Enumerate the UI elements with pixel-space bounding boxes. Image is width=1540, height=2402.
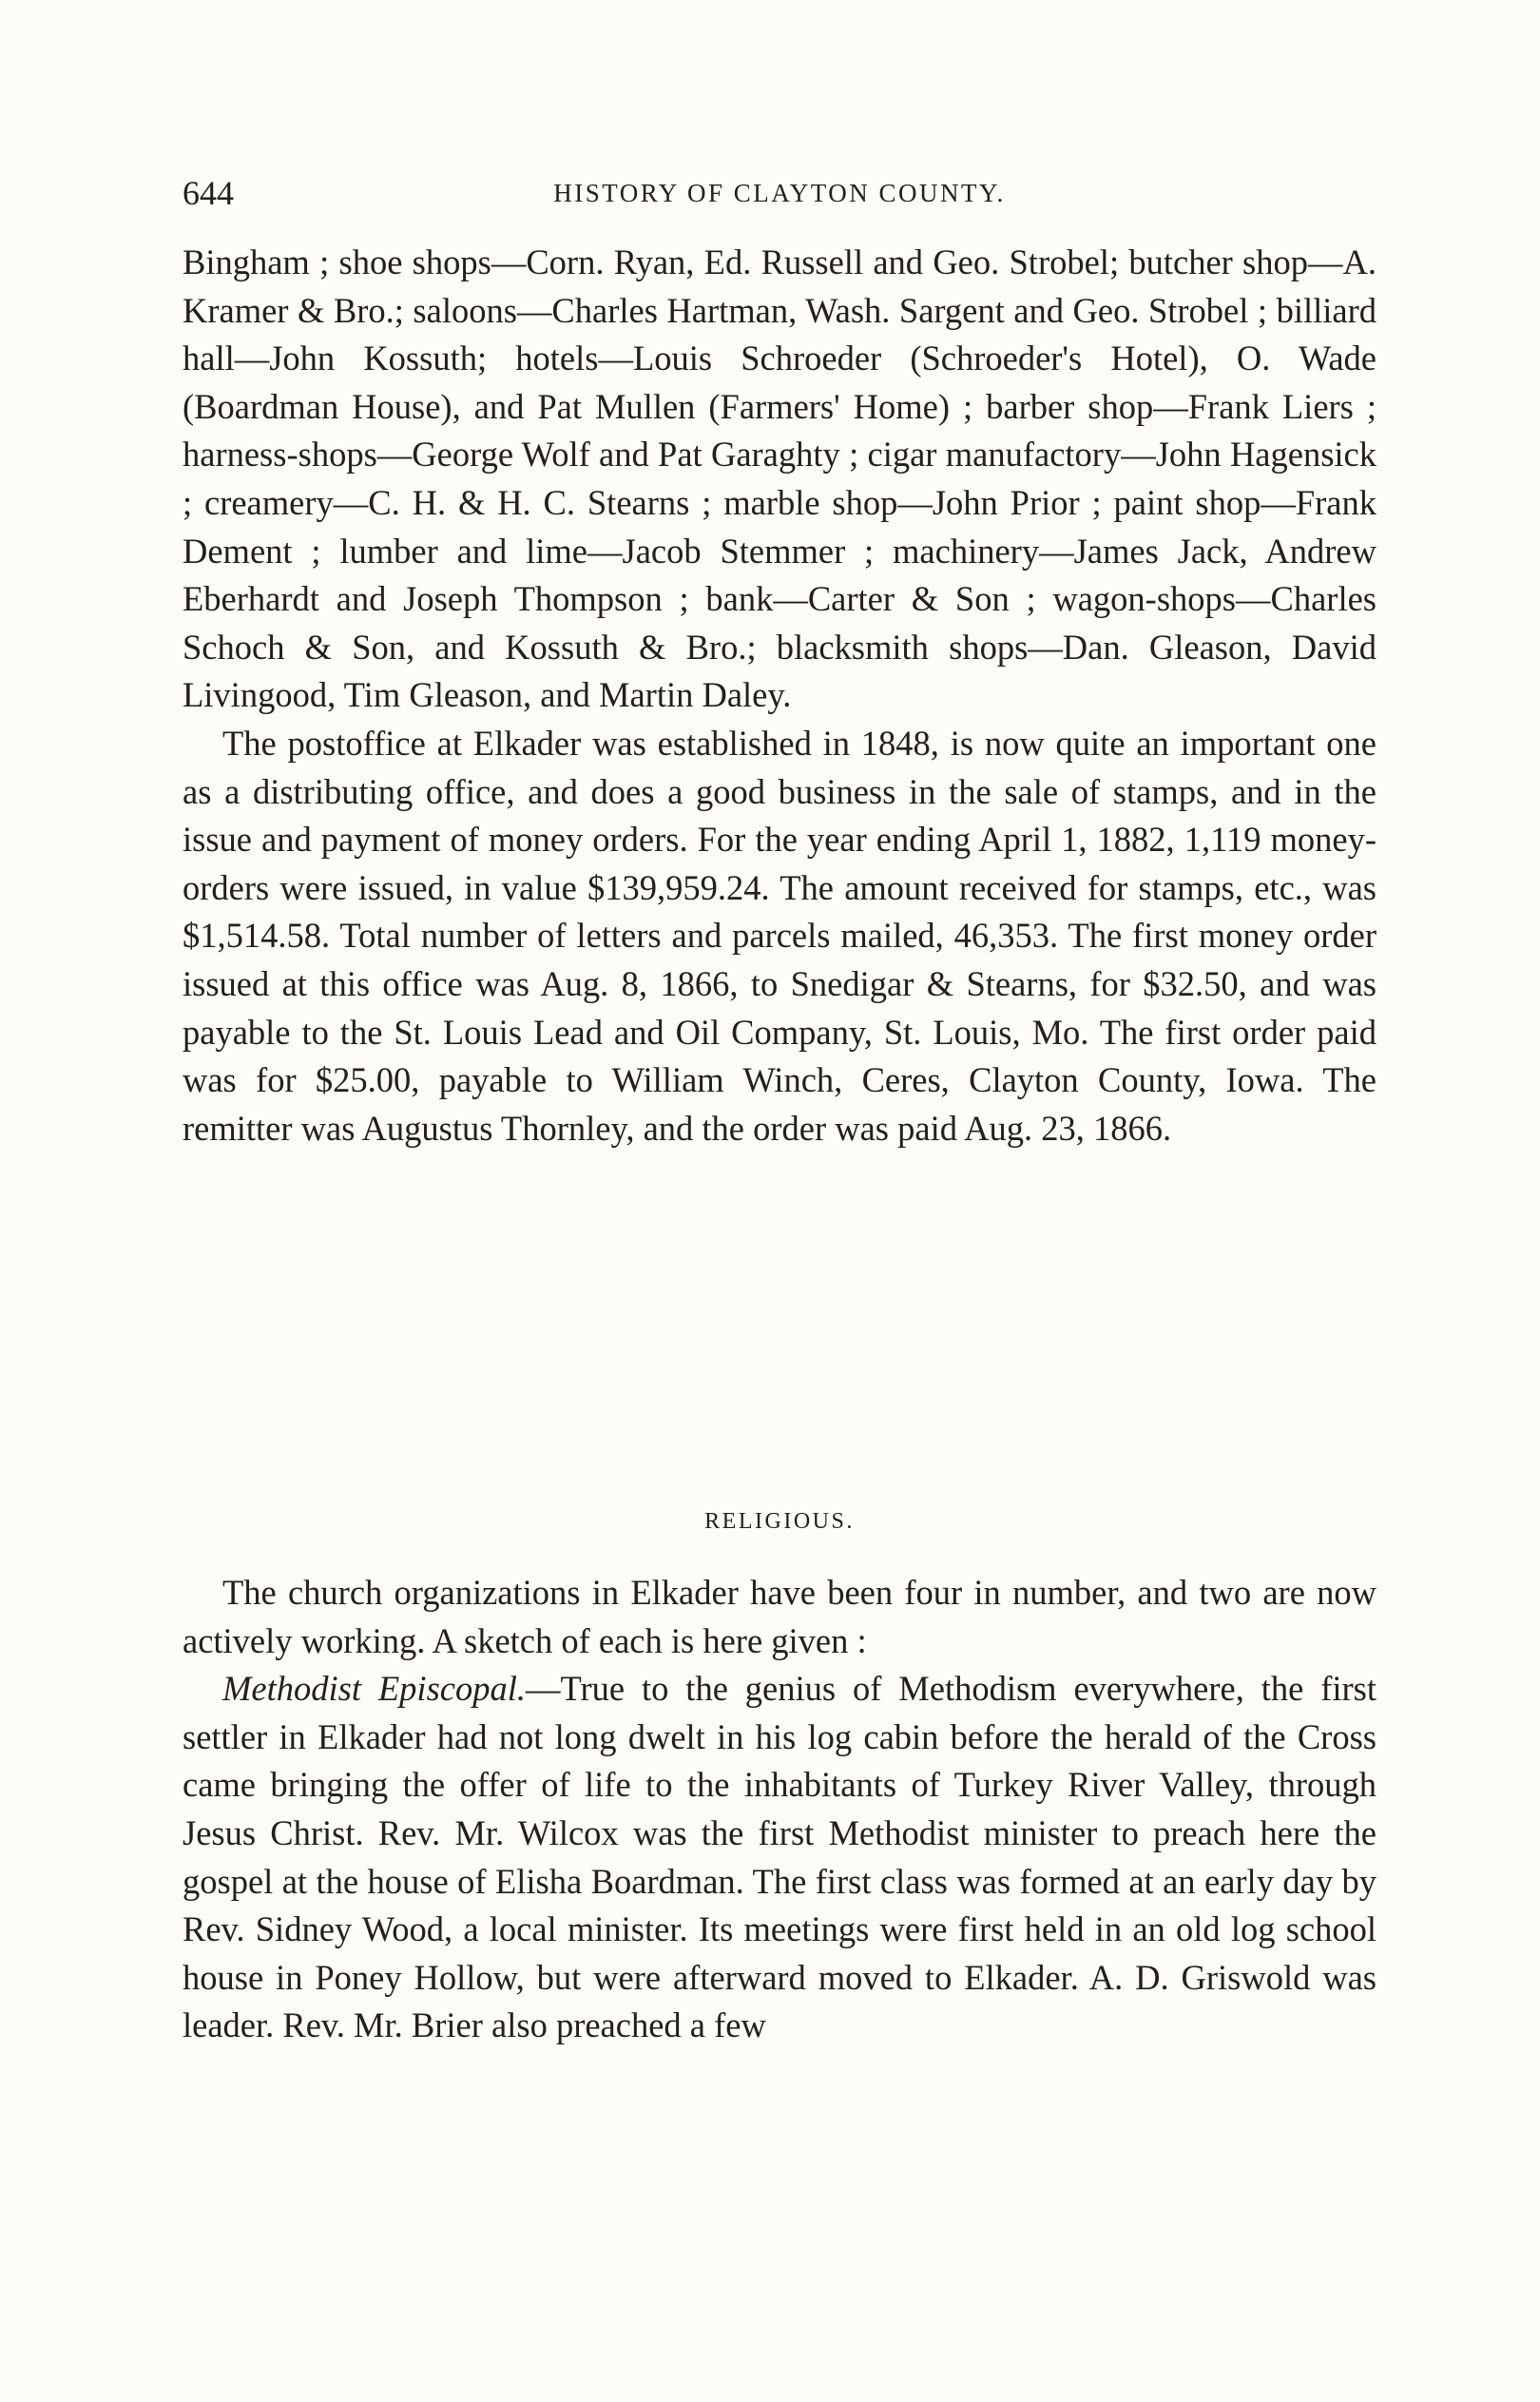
methodist-paragraph (183, 1665, 1376, 2050)
section-heading-religious: RELIGIOUS. (704, 1509, 855, 1534)
page-header (183, 169, 1376, 217)
methodist-episcopal-heading: Methodist Episcopal. (222, 1669, 526, 1709)
text-block-upper (183, 239, 1376, 1153)
text-block-lower (183, 1569, 1376, 2050)
running-title: HISTORY OF CLAYTON COUNTY. (553, 179, 1006, 207)
continued-paragraph: Bingham ; shoe shops—Corn. Ryan, Ed. Russell and Geo. Strobel; butcher shop—A. Kramer & Bro.; saloons—Charles Hartman, Wash. Sargent and Geo. Strobel ; billiard hall—John Kossuth; hotels—Louis Schroeder (Schroeder's Hotel), O. Wade (Boardman House), and Pat Mullen (Farmers' Home) ; barber shop—Frank Liers ; harness-shops—George Wolf and Pat Garaghty ; cigar manufactory—John Hagensick ; creamery—C. H. & H. C. Stearns ; marble shop—John Prior ; paint shop—Frank Dement ; lumber and lime—Jacob Stemmer ; machinery—James Jack, Andrew Eberhardt and Joseph Thompson ; bank—Carter & Son ; wagon-shops—Charles Schoch & Son, and Kossuth & Bro.; blacksmith shops—Dan. Gleason, David Livingood, Tim Gleason, and Martin Daley. (183, 242, 1376, 715)
religious-intro-paragraph: The church organizations in Elkader have been four in number, and two are now actively working. A sketch of each is here given : (183, 1573, 1376, 1660)
page-number: 644 (183, 174, 234, 212)
methodist-text: —True to the genius of Methodism everywhere, the first settler in Elkader had not long dwelt in his log cabin before the herald of the Cross came bringing the offer of life to the inhabitants of Turkey River Valley, through Jesus Christ. Rev. Mr. Wilcox was the first Methodist minister to preach here the gospel at the house of Elisha Boardman. The first class was formed at an early day by Rev. Sidney Wood, a local minister. Its meetings were first held in an old log school house in Poney Hollow, but were afterward moved to Elkader. A. D. Griswold was leader. Rev. Mr. Brier also preached a few (183, 1669, 1376, 2045)
postoffice-paragraph: The postoffice at Elkader was established in 1848, is now quite an important one as a distributing office, and does a good business in the sale of stamps, and in the issue and payment of money orders. For the year ending April 1, 1882, 1,119 money-orders were issued, in value $139,959.24. The amount received for stamps, etc., was $1,514.58. Total number of letters and parcels mailed, 46,353. The first money order issued at this office was Aug. 8, 1866, to Snedigar & Stearns, for $32.50, and was payable to the St. Louis Lead and Oil Company, St. Louis, Mo. The first order paid was for $25.00, payable to William Winch, Ceres, Clayton County, Iowa. The remitter was Augustus Thornley, and the order was paid Aug. 23, 1866. (183, 723, 1376, 1148)
